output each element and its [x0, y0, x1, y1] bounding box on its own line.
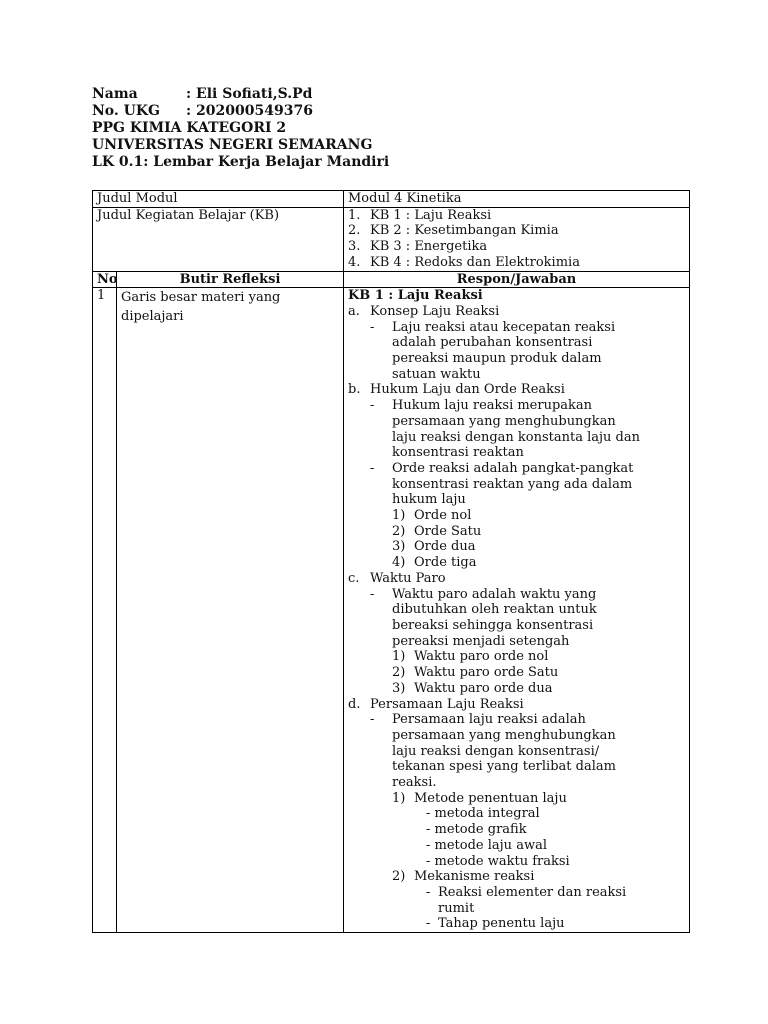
university-line: UNIVERSITAS NEGERI SEMARANG	[92, 137, 373, 153]
dash-bullet: -	[370, 460, 375, 476]
text-line: rumit	[438, 900, 475, 916]
section-title: Waktu Paro	[370, 570, 446, 586]
judul-kb-label: Judul Kegiatan Belajar (KB)	[93, 207, 344, 271]
item-number: 2)	[392, 869, 406, 885]
text-line: Tahap penentu laju	[438, 916, 565, 932]
text-line: Hukum laju reaksi merupakan	[392, 398, 593, 414]
judul-kb-row	[93, 207, 690, 271]
text-line: pereaksi maupun produk dalam	[392, 351, 602, 367]
kb-list-item	[348, 255, 685, 271]
list-item	[348, 508, 685, 524]
col-butir-header: Butir Refleksi	[117, 271, 344, 288]
dash-bullet: -	[370, 712, 375, 728]
dash-bullet: -	[426, 884, 431, 900]
item-number: 2)	[392, 665, 406, 681]
butir-line: Garis besar materi yang	[121, 290, 281, 306]
judul-modul-row	[93, 191, 690, 208]
judul-modul-label: Judul Modul	[93, 191, 344, 208]
kb-list-cell	[344, 207, 690, 271]
kb-num: 4.	[348, 254, 361, 270]
item-number: 1)	[392, 790, 406, 806]
list-item	[348, 791, 685, 807]
kb-text: KB 2 : Kesetimbangan Kimia	[370, 223, 559, 239]
text-line: laju reaksi dengan konstanta laju dan	[392, 429, 640, 445]
ukg-value: : 202000549376	[186, 103, 313, 119]
item-number: 1)	[392, 508, 406, 524]
bullet-line	[348, 320, 685, 336]
worksheet-title: LK 0.1: Lembar Kerja Belajar Mandiri	[92, 154, 390, 170]
text-line: Orde reaksi adalah pangkat-pangkat	[392, 460, 634, 476]
section-title: Persamaan Laju Reaksi	[370, 696, 524, 712]
ukg-label: No. UKG	[92, 103, 160, 119]
col-respon-header: Respon/Jawaban	[344, 271, 690, 288]
dash-bullet: -	[426, 916, 431, 932]
item-number: 4)	[392, 555, 406, 571]
text-line: adalah perubahan konsentrasi	[392, 335, 593, 351]
sub-item-continued	[348, 901, 685, 917]
text-line: tekanan spesi yang terlibat dalam	[392, 759, 616, 775]
list-item	[348, 539, 685, 555]
text-line: reaksi.	[392, 775, 437, 791]
item-text: Waktu paro orde dua	[414, 680, 553, 696]
section-marker: c.	[348, 570, 360, 586]
sub-item: - metode waktu fraksi	[426, 853, 570, 869]
document-header	[92, 86, 389, 171]
text-line: persamaan yang menghubungkan	[392, 727, 616, 743]
kb-text: KB 3 : Energetika	[370, 239, 488, 255]
section-b-title	[348, 382, 685, 398]
list-item	[348, 665, 685, 681]
section-marker: a.	[348, 303, 360, 319]
kb-text: KB 4 : Redoks dan Elektrokimia	[370, 254, 580, 270]
list-item	[348, 869, 685, 885]
item-number: 3)	[392, 680, 406, 696]
col-no-header: No	[93, 271, 117, 288]
item-text: Metode penentuan laju	[414, 790, 567, 806]
item-text: Orde nol	[414, 508, 472, 524]
kb-list-item	[348, 223, 685, 239]
row-number: 1	[93, 288, 117, 933]
dash-bullet: -	[370, 398, 375, 414]
sub-item: - metode grafik	[426, 822, 527, 838]
kb1-title: KB 1 : Laju Reaksi	[348, 288, 483, 304]
item-number: 1)	[392, 649, 406, 665]
column-header-row	[93, 271, 690, 288]
kb-num: 1.	[348, 207, 361, 223]
text-line: Waktu paro adalah waktu yang	[392, 586, 597, 602]
text-line: pereaksi menjadi setengah	[392, 633, 570, 649]
list-item	[348, 649, 685, 665]
text-line: satuan waktu	[392, 366, 481, 382]
kb-list	[348, 208, 685, 271]
nama-label: Nama	[92, 86, 138, 102]
section-c-title	[348, 571, 685, 587]
text-line: Reaksi elementer dan reaksi	[438, 884, 627, 900]
text-line: bereaksi sehingga konsentrasi	[392, 617, 594, 633]
respon-jawaban-cell	[344, 288, 690, 933]
kb-num: 2.	[348, 223, 361, 239]
kb-text: KB 1 : Laju Reaksi	[370, 207, 492, 223]
section-marker: b.	[348, 382, 361, 398]
butir-line: dipelajari	[121, 309, 184, 325]
dash-bullet: -	[370, 586, 375, 602]
sub-item	[348, 885, 685, 901]
program-line: PPG KIMIA KATEGORI 2	[92, 120, 287, 136]
nama-row	[92, 86, 389, 103]
sub-item: - metode laju awal	[426, 837, 547, 853]
item-text: Waktu paro orde nol	[414, 649, 549, 665]
kb-list-item	[348, 208, 685, 224]
table-row	[93, 288, 690, 933]
section-d-title	[348, 697, 685, 713]
text-line: dibutuhkan oleh reaktan untuk	[392, 602, 597, 618]
section-title: Hukum Laju dan Orde Reaksi	[370, 382, 565, 398]
section-a-title	[348, 304, 685, 320]
butir-refleksi-cell	[117, 288, 344, 933]
sub-item	[348, 916, 685, 932]
list-item	[348, 555, 685, 571]
kb-num: 3.	[348, 239, 361, 255]
indent-spacer	[426, 901, 438, 917]
dash-bullet: -	[370, 319, 375, 335]
reflection-table	[92, 190, 690, 933]
item-number: 3)	[392, 539, 406, 555]
text-line: Laju reaksi atau kecepatan reaksi	[392, 319, 616, 335]
list-item	[348, 681, 685, 697]
item-text: Waktu paro orde Satu	[414, 665, 559, 681]
text-line: konsentrasi reaktan yang ada dalam	[392, 476, 633, 492]
section-title: Konsep Laju Reaksi	[370, 303, 500, 319]
bullet-line	[348, 712, 685, 728]
text-line: hukum laju	[392, 492, 466, 508]
nama-value: : Eli Sofiati,S.Pd	[186, 86, 313, 102]
item-text: Mekanisme reaksi	[414, 869, 535, 885]
item-number: 2)	[392, 523, 406, 539]
list-item	[348, 524, 685, 540]
item-text: Orde Satu	[414, 523, 482, 539]
kb-list-item	[348, 239, 685, 255]
bullet-line	[348, 461, 685, 477]
text-line: persamaan yang menghubungkan	[392, 413, 616, 429]
text-line: konsentrasi reaktan	[392, 445, 524, 461]
sub-item: - metoda integral	[426, 806, 540, 822]
section-marker: d.	[348, 696, 361, 712]
item-text: Orde tiga	[414, 555, 477, 571]
bullet-line	[348, 587, 685, 603]
text-line: laju reaksi dengan konsentrasi/	[392, 743, 600, 759]
item-text: Orde dua	[414, 539, 476, 555]
bullet-line	[348, 398, 685, 414]
ukg-row	[92, 103, 389, 120]
text-line: Persamaan laju reaksi adalah	[392, 712, 586, 728]
judul-modul-value: Modul 4 Kinetika	[344, 191, 690, 208]
